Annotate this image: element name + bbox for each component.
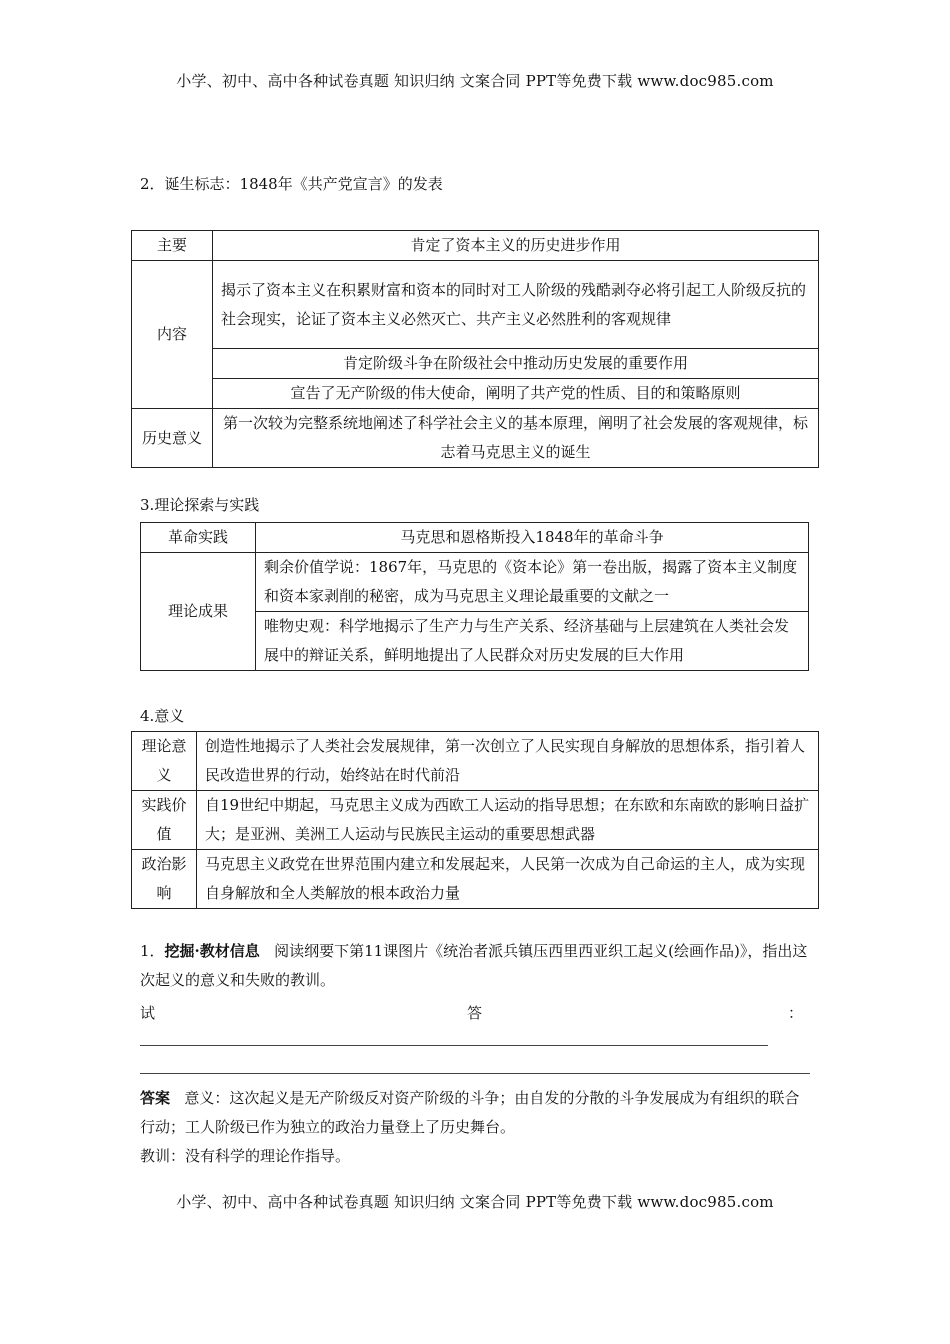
section-2-title: 2．诞生标志：1848年《共产党宣言》的发表 [140,175,443,193]
content-row-4: 宣告了无产阶级的伟大使命，阐明了共产党的性质、目的和策略原则 [213,379,819,409]
significance-text: 第一次较为完整系统地阐述了科学社会主义的基本原理，阐明了社会发展的客观规律，标志着马克思主义的诞生 [213,409,819,468]
question-text: 阅读纲要下第11课图片《统治者派兵镇压西里西亚织工起义(绘画作品)》，指出这次起义的意义和失败的教训。 [140,942,808,989]
main-label: 主要 [132,231,213,261]
answer-block [140,1084,812,1142]
practice-label: 革命实践 [141,523,256,553]
question-number: 1． [140,942,165,960]
section-3-table [140,522,809,671]
answer-line-2[interactable] [140,1073,810,1074]
content-row-2: 揭示了资本主义在积累财富和资本的同时对工人阶级的残酷剥夺必将引起工人阶级反抗的社会现实，论证了资本主义必然灭亡、共产主义必然胜利的客观规律 [213,261,819,349]
answer-line-1[interactable] [140,1045,768,1046]
result-1: 剩余价值学说：1867年，马克思的《资本论》第一卷出版，揭露了资本主义制度和资本家剥削的秘密，成为马克思主义理论最重要的文献之一 [256,553,809,612]
theory-text: 创造性地揭示了人类社会发展规律，第一次创立了人民实现自身解放的思想体系，指引着人民改造世界的行动，始终站在时代前沿 [197,732,819,791]
section-2-table [131,230,819,468]
answer-label: 答案 [140,1089,171,1107]
political-label: 政治影响 [132,850,197,909]
answer-lesson: 教训：没有科学的理论作指导。 [140,1147,351,1165]
practice-value-text: 自19世纪中期起，马克思主义成为西欧工人运动的指导思想；在东欧和东南欧的影响日益扩大；是亚洲、美洲工人运动与民族民主运动的重要思想武器 [197,791,819,850]
results-label: 理论成果 [141,553,256,671]
answer-prompt-colon: ： [788,1004,804,1022]
political-text: 马克思主义政党在世界范围内建立和发展起来，人民第一次成为自己命运的主人，成为实现自身解放和全人类解放的根本政治力量 [197,850,819,909]
section-3-title: 3.理论探索与实践 [140,496,260,514]
page-header: 小学、初中、高中各种试卷真题 知识归纳 文案合同 PPT等免费下载 www.doc985.com [176,72,774,90]
practice-text: 马克思和恩格斯投入1848年的革命斗争 [256,523,809,553]
content-label: 内容 [132,261,213,409]
answer-significance: 意义：这次起义是无产阶级反对资产阶级的斗争；由自发的分散的斗争发展成为有组织的联合行动；工人阶级已作为独立的政治力量登上了历史舞台。 [140,1089,800,1136]
answer-prompt-answer: 答 [467,1004,483,1022]
section-4-table [131,731,819,909]
question [140,937,812,995]
content-row-1: 肯定了资本主义的历史进步作用 [213,231,819,261]
question-heading: 挖掘·教材信息 [164,942,260,960]
significance-label: 历史意义 [132,409,213,468]
answer-prompt-try: 试 [140,1004,156,1022]
page-footer: 小学、初中、高中各种试卷真题 知识归纳 文案合同 PPT等免费下载 www.doc985.com [176,1193,774,1211]
section-4-title: 4.意义 [140,707,185,725]
result-2: 唯物史观：科学地揭示了生产力与生产关系、经济基础与上层建筑在人类社会发展中的辩证关系，鲜明地提出了人民群众对历史发展的巨大作用 [256,612,809,671]
practice-value-label: 实践价值 [132,791,197,850]
content-row-3: 肯定阶级斗争在阶级社会中推动历史发展的重要作用 [213,349,819,379]
theory-label: 理论意义 [132,732,197,791]
